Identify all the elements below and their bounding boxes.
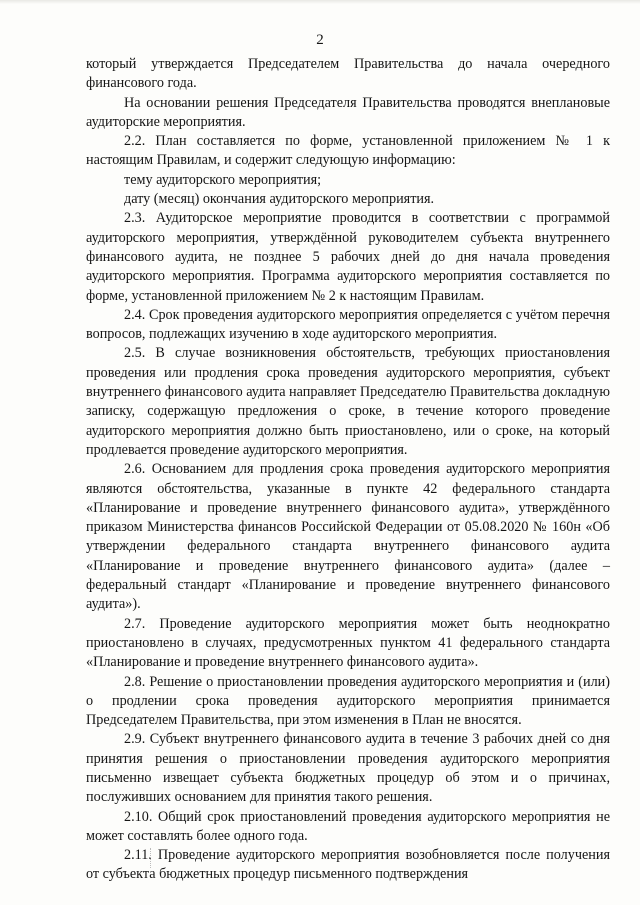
paragraph-2-2: 2.2. План составляется по форме, установленной приложением № 1 к настоящим Правилам, и содержит следующую информацию: [86, 133, 610, 169]
paragraph-2-9: 2.9. Субъект внутреннего финансового аудита в течение 3 рабочих дней со дня принятия решения о приостановлении проведения аудиторского мероприятия письменно извещает субъекта бюджетных процедур об этом и о причинах, послуживших основанием для принятия такого решения. [86, 731, 610, 806]
paragraph-2-6: 2.6. Основанием для продления срока проведения аудиторского мероприятия являются обстоятельства, указанные в пункте 42 федерального стандарта «Планирование и проведение внутреннего финансового аудита», утверждённого приказом Министерства финансов Российской Федерации от 05.08.2020 № 160н «Об утверждении федерального стандарта внутреннего финансового аудита «Планирование и проведение внутреннего финансового аудита» (далее – федеральный стандарт «Планирование и проведение внутреннего финансового аудита»). [86, 461, 610, 613]
paragraph-continuation: который утверждается Председателем Правительства до начала очередного финансового года. [86, 56, 610, 92]
page-number: 2 [316, 32, 324, 48]
paragraph-2-3: 2.3. Аудиторское мероприятие проводится в соответствии с программой аудиторского мероприятия, утверждённой руководителем субъекта внутреннего финансового аудита, не позднее 5 рабочих дней до дня начала проведения аудиторского мероприятия. Программа аудиторского мероприятия составляется по форме, установленной приложением № 2 к настоящим Правилам. [86, 210, 610, 304]
paragraph-2-10: 2.10. Общий срок приостановлений проведения аудиторского мероприятия не может составлять более одного года. [86, 808, 610, 844]
scan-artifact [150, 848, 153, 868]
paragraph-2-8: 2.8. Решение о приостановлении проведения аудиторского мероприятия и (или) о продлении срока проведения аудиторского мероприятия принимается Председателем Правительства, при этом изменения в План не вносятся. [86, 673, 610, 729]
paragraph-list-item-topic: тему аудиторского мероприятия; [124, 171, 322, 188]
paragraph-2-11: 2.11. Проведение аудиторского мероприятия возобновляется после получения от субъекта бюджетных процедур письменного подтверждения [86, 847, 610, 883]
paragraph-2-7: 2.7. Проведение аудиторского мероприятия может быть неоднократно приостановлено в случаях, предусмотренных пунктом 41 федерального стандарта «Планирование и проведение внутреннего финансового аудита». [86, 615, 610, 671]
paragraph-2-5: 2.5. В случае возникновения обстоятельств, требующих приостановления проведения или продления срока проведения аудиторского мероприятия, субъект внутреннего финансового аудита направляет Председателю Правительства докладную записку, содержащую предложения о сроке, в течение которого проведение аудиторского мероприятия должно быть приостановлено, или о сроке, на который продлевается проведение аудиторского мероприятия. [86, 345, 610, 458]
paragraph-unscheduled-audits: На основании решения Председателя Правительства проводятся внеплановые аудиторские мероприятия. [86, 94, 610, 130]
paragraph-2-4: 2.4. Срок проведения аудиторского мероприятия определяется с учётом перечня вопросов, подлежащих изучению в ходе аудиторского мероприятия. [86, 306, 610, 343]
document-body [86, 55, 610, 885]
scan-edge [0, 0, 640, 4]
paragraph-list-item-date: дату (месяц) окончания аудиторского мероприятия. [124, 191, 435, 208]
